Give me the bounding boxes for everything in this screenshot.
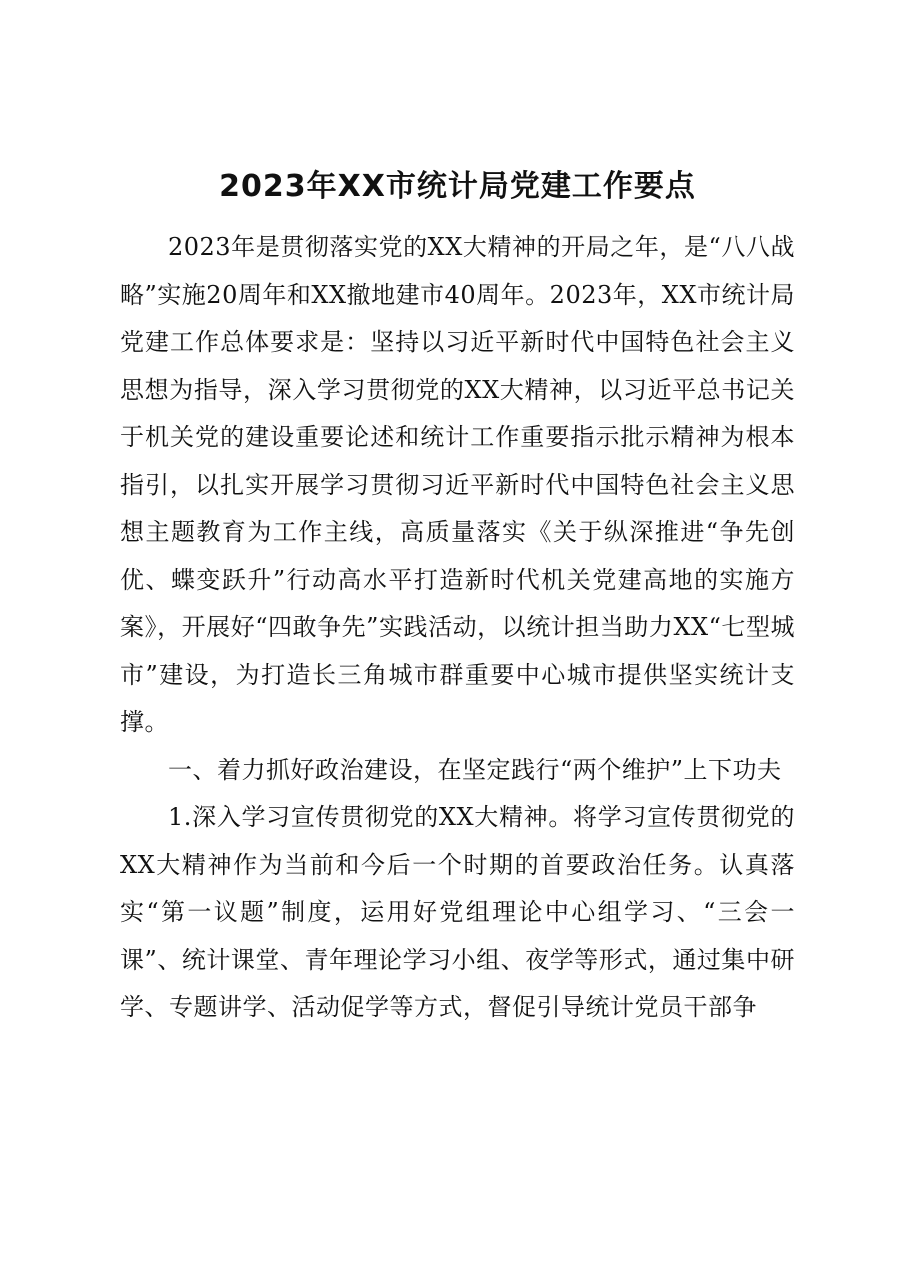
document-title: 2023年XX市统计局党建工作要点 xyxy=(219,169,696,204)
document-body xyxy=(120,224,795,1032)
item-paragraph: 1.深入学习宣传贯彻党的XX大精神。将学习宣传贯彻党的XX大精神作为当前和今后一个时期的首要政治任务。认真落实“第一议题”制度，运用好党组理论中心组学习、“三会一课”、统计课堂、青年理论学习小组、夜学等形式，通过集中研学、专题讲学、活动促学等方式，督促引导统计党员干部争 xyxy=(120,803,795,1021)
intro-paragraph: 2023年是贯彻落实党的XX大精神的开局之年，是“八八战略”实施20周年和XX撤地建市40周年。2023年，XX市统计局党建工作总体要求是：坚持以习近平新时代中国特色社会主义思想为指导，深入学习贯彻党的XX大精神，以习近平总书记关于机关党的建设重要论述和统计工作重要指示批示精神为根本指引，以扎实开展学习贯彻习近平新时代中国特色社会主义思想主题教育为工作主线，高质量落实《关于纵深推进“争先创优、蝶变跃升”行动高水平打造新时代机关党建高地的实施方案》，开展好“四敢争先”实践活动，以统计担当助力XX“七型城市”建设，为打造长三角城市群重要中心城市提供坚实统计支撑。 xyxy=(120,233,795,736)
section-heading: 一、着力抓好政治建设，在坚定践行“两个维护”上下功夫 xyxy=(168,755,782,784)
